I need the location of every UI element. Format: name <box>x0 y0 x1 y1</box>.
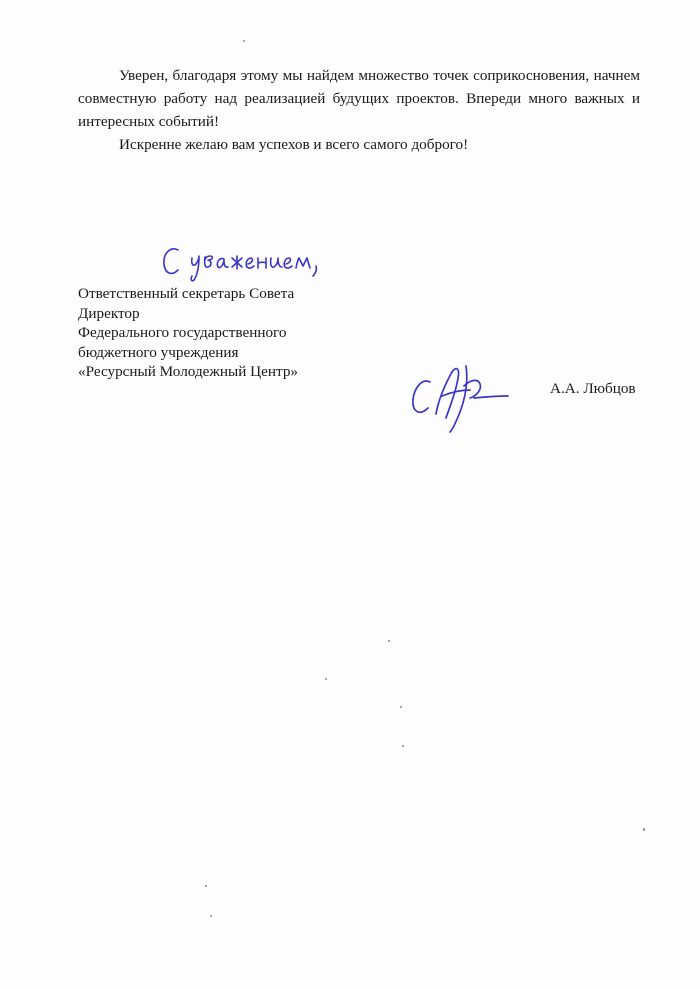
signer-title-line: «Ресурсный Молодежный Центр» <box>78 363 299 380</box>
scan-speck <box>243 40 245 42</box>
scan-speck <box>325 678 327 680</box>
letter-body <box>78 64 640 156</box>
scan-speck <box>205 885 207 887</box>
scan-speck <box>402 745 404 747</box>
signer-title-block <box>78 284 298 382</box>
scan-speck <box>643 828 645 831</box>
scan-speck <box>210 915 212 917</box>
signer-title-line: Ответственный секретарь Совета <box>78 285 295 302</box>
signer-title-line: Федерального государственного <box>78 324 287 341</box>
signer-name: А.А. Любцов <box>550 380 636 397</box>
handwritten-signature <box>408 356 518 434</box>
letter-paragraph-1: Уверен, благодаря этому мы найдем множество точек соприкосновения, начнем совместную работу над реализацией будущих проектов. Впереди много важных и интересных событий! <box>78 67 640 130</box>
scan-speck <box>400 706 402 708</box>
scan-speck <box>388 640 390 642</box>
handwritten-salutation <box>158 236 338 286</box>
signer-title-line: бюджетного учреждения <box>78 343 239 361</box>
signer-title-line: Директор <box>78 304 140 322</box>
letter-paragraph-2: Искренне желаю вам успехов и всего самого доброго! <box>119 136 469 153</box>
